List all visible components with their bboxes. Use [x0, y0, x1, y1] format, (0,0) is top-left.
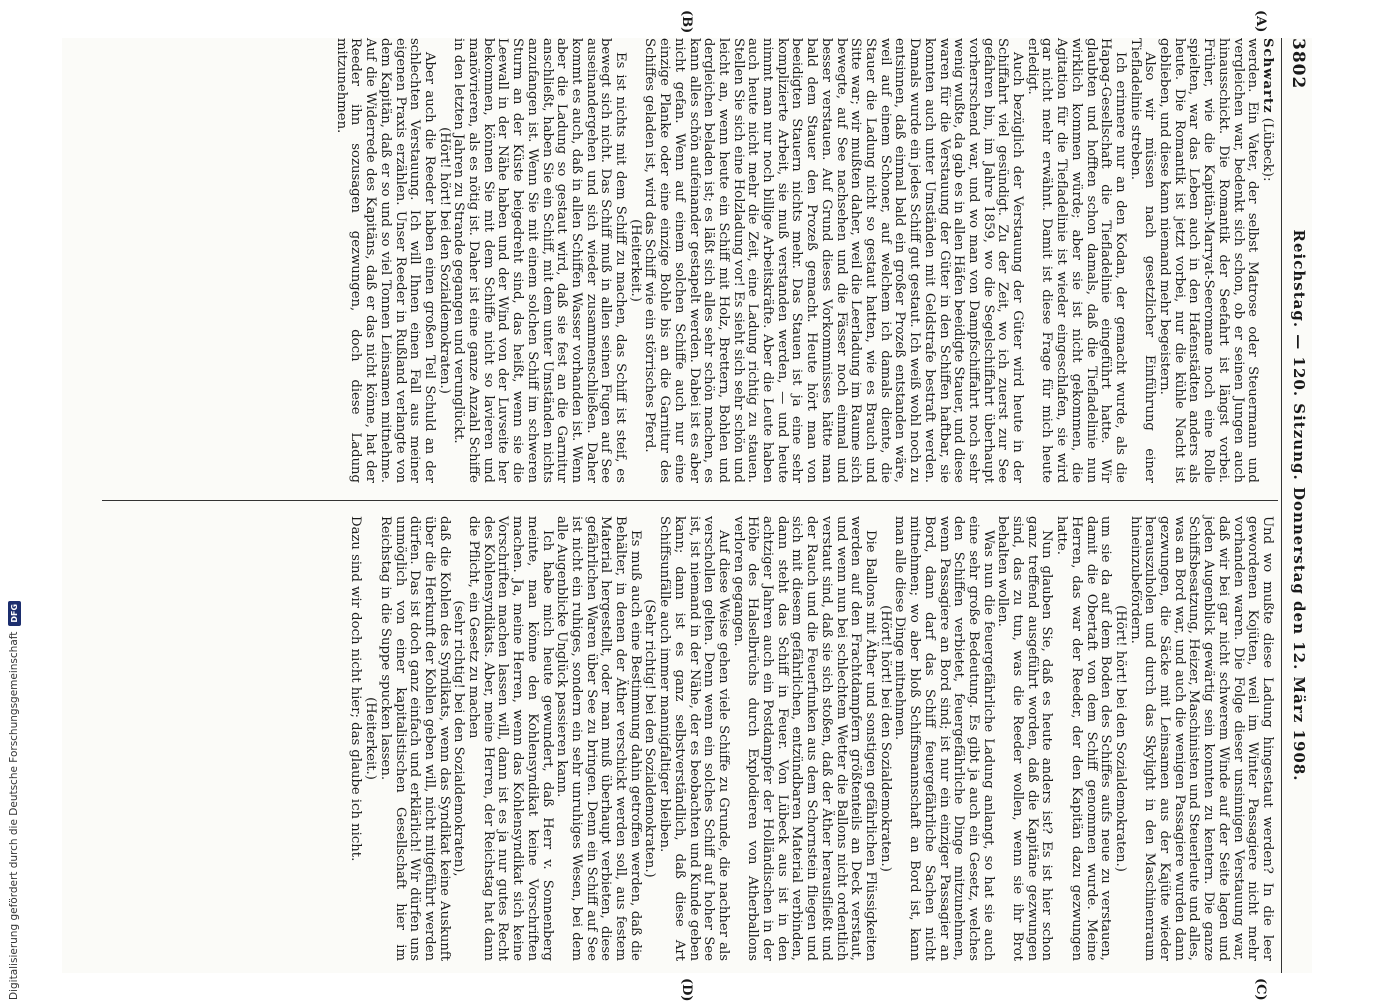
header-rule	[1281, 38, 1282, 973]
reaction: (Hört! hört! bei den Sozialdemokraten.)	[877, 605, 893, 872]
paragraph: Es muß auch eine Bestimmung dahin getroffen werden, daß die Behälter, in denen der Äther verschickt werden soll, aus festem Material hergestellt, oder man muß überhaupt verbieten, diese gefährlichen Waren über See zu bringen. Denn ein Schiff auf See ist nicht ein ruhiges, sondern ein sehr unruhiges Wesen, bei dem alle Augenblicke Unglück passieren kann.	[554, 516, 643, 961]
speaker-place: (Lübeck):	[1260, 117, 1275, 182]
reaction: (Heiterkeit.)	[627, 219, 643, 302]
margin-marker-b: (B)	[679, 10, 694, 34]
paragraph: Die Ballons mit Äther und sonstigen gefährlichen Flüssigkeiten werden auf den Frachtdampfern größtenteils an Deck verstaut, und wenn nun bei schlechtem Wetter die Ballons nicht ordentlich verstaut sind, daß sie sich stoßen, daß der Äther herausfließt und der Rauch und die Feuerfunken aus dem Schornstein fliegen und sich mit diesem gefährlichen, entzündbaren Material verbinden, dann steht das Schiff in Feuer. Von Lübeck aus ist in den achtziger Jahren auch ein Postdampfer der Holländischen in der Höhe des Halselbrüchs durch Explodieren von Atherballons verloren gegangen.	[730, 516, 879, 961]
paragraph: daß die Kohlen des Syndikats, wenn das Syndikat keine Auskunft über die Herkunft der Kohlen geben will, nicht mitgeführt werden dürfen. Das ist doch ganz einfach und erklärlich! Wir dürfen uns unmöglich von einer kapitalistischen Gesellschaft hier im Reichstag in die Suppe spucken lassen.	[377, 516, 452, 961]
reaction: (Hört! hört! bei den Sozialdemokraten.)	[1112, 605, 1128, 872]
right-column	[348, 516, 1274, 961]
reaction: (Hört! hört! bei den Sozialdemokraten.)	[436, 127, 452, 394]
margin-marker-d: (D)	[679, 978, 694, 1002]
paragraph: Nun glauben Sie, daß es heute anders ist? Es ist hier schon ganz treffend ausgeführt worden, daß die Kapitäne gezwungen sind, das zu tun, was die Reeder wollen, wenn sie ihr Brot behalten wollen.	[995, 516, 1055, 961]
paragraph: Ich habe mich heute gewundert, daß Herr v. Sonnenberg meinte, man könne den Kohlensyndikat keine Vorschriften machen. Ja, meine Herren, wenn das Kohlensyndikat sich keine Vorschriften machen lassen will, dann ist es ja nur gutes Recht des Kohlensyndikats. Aber, meine Herren, der Reichstag hat dann die Pflicht, ein Gesetz zu machen	[466, 516, 555, 961]
digitization-credit	[4, 603, 24, 1000]
reaction: (Sehr richtig! bei den Sozialdemokraten.)	[642, 599, 658, 878]
reaction: (Heiterkeit.)	[363, 697, 379, 780]
speaker-name: Schwartz	[1260, 38, 1275, 114]
paragraph: Dazu sind wir doch nicht hier; das glaube ich nicht.	[348, 516, 364, 862]
column-divider	[102, 500, 1278, 501]
margin-marker-a: (A)	[1253, 10, 1268, 33]
running-title: Reichstag. — 120. Sitzung. Donnerstag den 12. März 1908.	[1290, 229, 1308, 782]
paragraph: Aber auch die Reeder haben einen großen Teil Schuld an der schlechten Verstauung. Ich will Ihnen einen Fall aus meiner eigenen Praxis erzählen. Unser Reeder in Rußland verlangte von dem Kapitän, daß er so und so viel Tonnen Leinsamen mitnehme. Auf die Widerrede des Kapitäns, daß er das nicht könne, hat der Reeder ihn sozusagen gezwungen, doch diese Ladung mitzunehmen.	[333, 38, 437, 483]
paragraph: werden. Ein Vater, der selbst Matrose oder Steuermann und vergleichen war, bedenkt sich schon, ob er seinen Jungen auch hinausschickt. Die Romantik der Seefahrt ist längst vorbei. Früher, wie die Kapitän-Marryat-Seeromane noch eine Rolle spielten, war das Leben auch in den Hafenstädten anders als heute. Die Romantik ist jetzt vorbei, nur die kühle Nacht ist geblieben, und diese kann niemand mehr begeistern.	[1157, 38, 1261, 483]
page-header	[1282, 38, 1312, 973]
paragraph: Auch bezüglich der Verstauung der Güter wird heute in der Schiffahrt viel gesündigt. Zu der Zeit, wo ich zuerst zur See gefahren bin, im Jahre 1859, wo die Segelschiffahrt überhaupt vorherrschend war, und wo man von Dampfschiffahrt noch sehr wenig wußte, da gab es in allen Häfen beeidigte Stauer, und diese waren für die Verstauung der Güter in den Schiffen haftbar, sie konnten auch unter Umständen mit Geldstrafe bestraft werden. Damals wurde ein jedes Schiff gut gestaut. Ich weiß wohl noch zu entsinnen, daß einmal bald ein großer Prozeß entstanden wäre, weil auf einem Schoner, auf welchem ich damals diente, die Stauer die Ladung nicht so gestaut hatten, wie es Brauch und Sitte war; wir mußten daher, weil die Leerladung im Raume sich bewegte, auf See nachsehen und die Fässer noch einmal und besser verstauen. Auf Grund dieses Vorkommnisses hätte man bald dem Stauer den Prozeß gemacht. Heute hört man von beeidigten Stauern nichts mehr. Das Stauen ist ja eine sehr komplizierte Arbeit, sie muß verstanden werden, — und heute nimmt man nur noch billige Arbeitskräfte. Aber die Leute haben auch heute nicht mehr die Zeit, eine Ladung richtig zu stauen. Stellen Sie sich eine Holzladung vor! Es sieht sich sehr schön und leicht an, wenn heute ein Schiff mit Holz, Brettern, Bohlen und dergleichen beladen ist; es läßt sich alles sehr schön machen, es kann alles schön aufeinander gestapelt werden. Dabei ist es aber nicht gefan. Wenn auf einem solchen Schiffe auch nur eine einzige Planke oder eine einzige Bohle bis an die Garnitur des Schiffes geladen ist, wird das Schiff wie ein störrisches Pferd.	[642, 38, 1026, 483]
paragraph: Also wir müssen nach gesetzlicher Einführung einer Tiefladelinie streben.	[1127, 38, 1158, 483]
left-column	[333, 38, 1274, 483]
dfg-logo: DFG	[8, 601, 21, 626]
page-number: 3802	[1288, 38, 1308, 90]
credit-text: Digitalisierung gefördert durch die Deutsche Forschungsgemeinschaft	[8, 631, 20, 1000]
speaker-line	[1259, 38, 1274, 483]
margin-marker-c: (C)	[1253, 978, 1268, 1001]
paragraph: um sie da auf dem Boden des Schiffes aufs neue zu verstauen, damit die Obertaft von dem Schiff genommen wurde. Meine Herren, das war der Reeder, der den Kapitän dazu gezwungen hatte.	[1054, 516, 1114, 961]
paragraph: Ich erinnere nur an den Kodan, der gemacht wurde, als die Hapag-Gesellschaft die Tiefladelinie eingeführt hatte. Wir glaubten und hofften schon damals, daß die Tiefladelinie nun wirklich kommen würde; aber sie ist nicht gekommen, die Agitation für die Tiefladelinie ist wieder eingeschlafen, sie wird gar nicht mehr erwähnt. Damit ist diese Frage für mich heute erledigt.	[1024, 38, 1128, 483]
paragraph: Es ist nichts mit dem Schiff zu machen, das Schiff ist steif, es bewegt sich nicht. Das Schiff muß in allen seinen Fugen auf See auseinandergehen und sich wieder zusammenschließen. Daher kommt es auch, daß in allen Schiffen Wasser vorhanden ist. Wenn aber die Ladung so gestaut wird, daß sie fest an die Garnitur anschließt, haben Sie ein Schiff, mit dem unter Umständen nichts anzufangen ist. Wenn Sie mit einem solchen Schiff im schweren Sturm an der Küste beigedreht sind, das heißt, wenn sie die Leewall in der Nähe haben und der Wind von der Luvseite her bekommen, können Sie mit dem Schiffe nicht so lavieren und manövrieren, als es nötig ist. Daher ist eine ganze Anzahl Schiffe in den letzten Jahren zu Strande gegangen und verunglückt.	[451, 38, 629, 483]
paragraph: Und wo mußte diese Ladung hingestaut werden? In die leer gewordenen Kojüten, weil im Winter Passagiere nicht mehr vorhanden waren. Die Folge dieser unsinnigen Verstauung war, daß wir bei gar nicht schwerem Winde auf der Seite lagen und jeden Augenblick gewärtig sein konnten zu kentern. Die ganze Schiffsbesatzung, Heizer, Maschinisten und Steuerleute und alles, was an Bord war, und auch die wenigen Passagiere wurden dann gezwungen, die Säcke mit Leinsamen aus der Kajüte wieder herauszuholen und durch das Skylight in den Maschinenraum hineinzubefördern.	[1127, 516, 1275, 961]
reaction: (sehr richtig! bei den Sozialdemokraten),	[451, 600, 467, 877]
document-page	[62, 10, 1312, 1002]
paragraph: Auf diese Weise gehen viele Schiffe zu Grunde, die nachher als verschollen gelten. Denn wenn ein solches Schiff auf hoher See ist, ist niemand in der Nähe, der es beobachten und Kunde geben kann; dann ist es ganz selbstverständlich, daß diese Art Schiffsunfälle auch immer mannigfaltiger bleiben.	[657, 516, 731, 961]
paragraph: Was nun die feuergefährliche Ladung anlangt, so hat sie auch eine sehr große Bedeutung. Es gibt ja auch ein Gesetz, welches den Schiffen verbietet, feuergefährliche Dinge mitzunehmen, wenn Passagiere an Bord sind; ist nur ein einziger Passagier an Bord, dann darf das Schiff feuergefährliche Sachen nicht mitnehmen; wo aber bloß Schiffsmannschaft an Bord ist, kann man alle diese Dinge mitnehmen.	[892, 516, 996, 961]
